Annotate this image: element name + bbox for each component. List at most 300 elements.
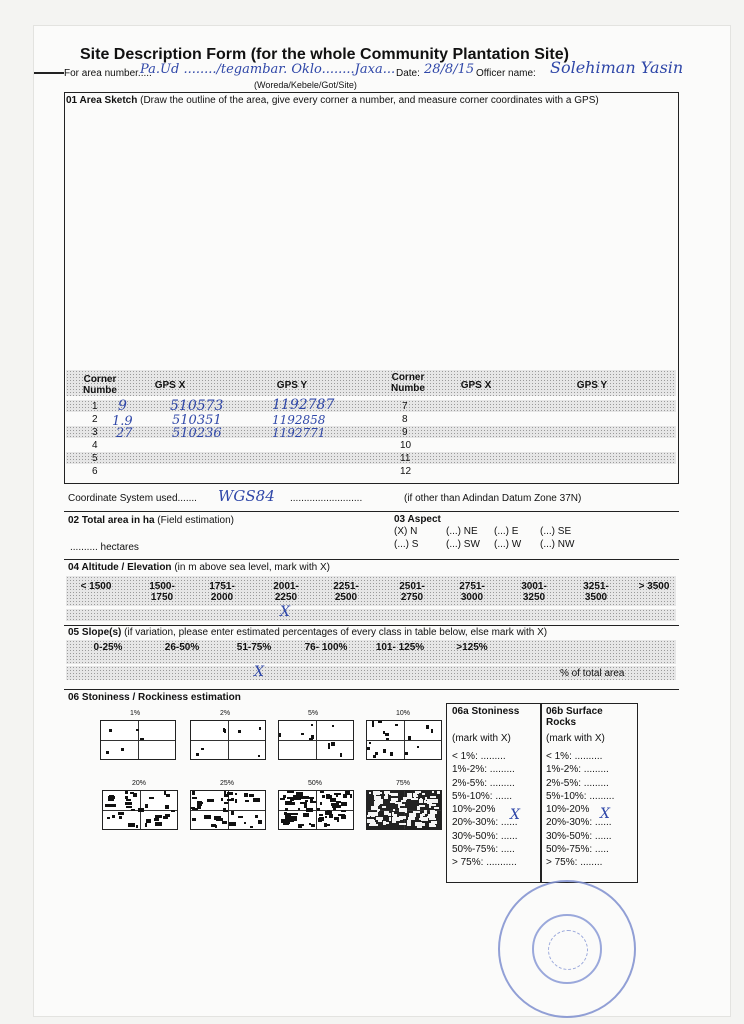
sec06b-instruction: (mark with X) xyxy=(546,733,605,744)
class-option[interactable]: 20%-30%: ...... xyxy=(546,817,612,829)
stoniness-pattern-box xyxy=(190,790,266,830)
stone-mark xyxy=(155,815,162,818)
area-number-label: For area number..... xyxy=(64,68,152,79)
stone-mark xyxy=(407,822,411,826)
class-option[interactable]: 5%-10%: ......... xyxy=(546,790,615,802)
stone-mark xyxy=(428,814,435,818)
stone-mark xyxy=(154,818,159,821)
gps-x-value[interactable]: 510236 xyxy=(172,426,222,441)
aspect-option-sw[interactable]: (...) SW xyxy=(446,539,480,550)
pattern-divider xyxy=(101,740,175,741)
stone-mark xyxy=(108,798,114,801)
stone-mark xyxy=(388,813,391,816)
stone-mark xyxy=(427,801,432,804)
stone-mark xyxy=(231,811,234,815)
stone-mark xyxy=(224,794,229,797)
stone-mark xyxy=(399,816,406,819)
stone-mark xyxy=(301,733,304,735)
stone-mark xyxy=(224,791,226,794)
stone-mark xyxy=(393,809,395,811)
slope-total-label: % of total area xyxy=(560,668,625,679)
stone-mark xyxy=(285,822,290,824)
stone-mark xyxy=(430,796,436,798)
gps-header-x-left: GPS X xyxy=(154,380,186,391)
pattern-percent-label: 20% xyxy=(132,780,147,787)
stone-mark xyxy=(306,808,313,812)
stone-mark xyxy=(311,735,314,739)
stone-mark xyxy=(216,818,223,821)
sec01-heading xyxy=(66,95,599,106)
slope-class[interactable]: 76- 100% xyxy=(304,642,348,653)
slope-class[interactable]: >125% xyxy=(456,642,488,653)
stone-mark xyxy=(285,801,292,805)
sec05-heading xyxy=(68,627,547,638)
sec01-label: 01 Area Sketch xyxy=(66,95,138,106)
stone-mark xyxy=(111,804,116,807)
pattern-percent-label: 10% xyxy=(396,710,411,717)
stone-mark xyxy=(391,793,398,796)
stone-mark xyxy=(385,794,388,797)
slope-class[interactable]: 101- 125% xyxy=(375,642,425,653)
stone-mark xyxy=(399,823,406,825)
corner-number: 7 xyxy=(402,401,408,412)
stoniness-pattern-box xyxy=(100,720,176,760)
gps-y-value[interactable]: 1192858 xyxy=(272,413,326,427)
stone-mark xyxy=(163,816,168,819)
officer-value[interactable]: Solehiman Yasin xyxy=(550,58,684,77)
stone-mark xyxy=(310,797,313,801)
sec02-note: (Field estimation) xyxy=(157,515,234,526)
date-label: Date: xyxy=(396,68,420,79)
stoniness-pattern-box xyxy=(366,790,442,830)
stone-mark xyxy=(419,818,425,820)
slope-class[interactable]: 0-25% xyxy=(93,642,123,653)
stone-mark xyxy=(345,791,350,795)
stoniness-mark[interactable]: X xyxy=(510,807,520,823)
gps-header-y-left: GPS Y xyxy=(276,380,308,391)
stone-mark xyxy=(431,729,433,733)
sec05-note: (if variation, please enter estimated percentages of every class in table below, else mark with X) xyxy=(124,627,548,638)
coordinate-dots: .......................... xyxy=(290,493,363,504)
stone-mark xyxy=(211,824,216,827)
stone-mark xyxy=(259,727,261,730)
stone-mark xyxy=(328,746,330,749)
corner-number: 2 xyxy=(92,414,98,425)
altitude-class[interactable]: 1500- 1750 xyxy=(149,581,175,603)
form-title: Site Description Form (for the whole Community Plantation Site) xyxy=(80,46,569,63)
corner-number: 9 xyxy=(402,427,408,438)
stone-mark xyxy=(369,742,371,744)
stone-mark xyxy=(136,825,138,828)
stone-mark xyxy=(119,816,122,819)
stone-mark xyxy=(106,751,109,754)
altitude-mark-row xyxy=(66,609,676,621)
stone-mark xyxy=(392,820,396,823)
stone-mark xyxy=(138,808,144,812)
stone-mark xyxy=(434,807,439,809)
stoniness-pattern-box xyxy=(190,720,266,760)
header-subline: (Woreda/Kebele/Got/Site) xyxy=(254,80,357,90)
stone-mark xyxy=(285,808,288,811)
gps-header-x-right: GPS X xyxy=(460,380,492,391)
date-value[interactable]: 28/8/15 xyxy=(424,62,475,77)
coordinate-value[interactable]: WGS84 xyxy=(218,487,275,505)
stoniness-list xyxy=(452,750,518,870)
pattern-divider xyxy=(367,740,441,741)
stone-mark xyxy=(319,814,323,816)
stone-mark xyxy=(405,752,408,755)
stone-mark xyxy=(390,752,393,756)
stone-mark xyxy=(385,733,389,736)
stone-mark xyxy=(126,806,132,808)
stone-mark xyxy=(369,792,371,794)
stone-mark xyxy=(255,815,258,818)
gps-y-value[interactable]: 1192787 xyxy=(272,397,335,413)
stone-mark xyxy=(249,794,254,797)
class-option[interactable]: > 75%: ........ xyxy=(546,857,603,869)
altitude-class[interactable]: 2251- 2500 xyxy=(333,581,359,603)
stone-mark xyxy=(192,818,196,821)
class-option[interactable]: 10%-20% xyxy=(452,804,496,816)
stone-mark xyxy=(408,817,415,820)
stone-mark xyxy=(149,797,154,799)
class-option[interactable]: 2%-5%: ......... xyxy=(452,777,515,789)
stone-mark xyxy=(224,802,228,804)
altitude-class[interactable]: 2751- 3000 xyxy=(459,581,485,603)
pattern-percent-label: 5% xyxy=(308,710,319,717)
surface-rocks-mark[interactable]: X xyxy=(600,806,610,822)
sec02-label: 02 Total area in ha xyxy=(68,515,155,526)
class-option[interactable]: 5%-10%: ...... xyxy=(452,790,513,802)
stone-mark xyxy=(121,748,124,751)
gps-header-corner-right: Corner Numbe xyxy=(391,372,425,394)
stone-mark xyxy=(245,800,249,802)
pattern-percent-label: 25% xyxy=(220,780,235,787)
stone-mark xyxy=(303,813,309,817)
sec02-heading xyxy=(68,515,234,526)
class-option[interactable]: 30%-50%: ...... xyxy=(546,830,612,842)
coordinate-note: (if other than Adindan Datum Zone 37N) xyxy=(404,493,582,504)
stone-mark xyxy=(165,805,169,809)
aspect-option-n[interactable]: (X) N xyxy=(394,526,418,537)
stone-mark xyxy=(196,753,199,756)
stone-mark xyxy=(333,808,336,810)
sec01-right-border xyxy=(678,92,679,484)
stone-mark xyxy=(327,810,330,813)
stone-mark xyxy=(244,793,248,797)
stone-mark xyxy=(383,749,386,753)
stone-mark xyxy=(224,729,226,733)
sec04-top-line xyxy=(64,559,679,560)
hectares-field[interactable]: .......... hectares xyxy=(70,542,139,553)
header-stroke xyxy=(34,72,64,74)
stone-mark xyxy=(429,804,436,806)
stone-mark xyxy=(298,796,305,799)
stone-mark xyxy=(334,793,341,795)
class-option[interactable]: 50%-75%: ..... xyxy=(452,844,515,856)
stone-mark xyxy=(208,815,211,819)
stone-mark xyxy=(437,791,440,794)
stone-mark xyxy=(166,794,170,797)
altitude-class[interactable]: 3251- 3500 xyxy=(583,581,609,603)
sec04-heading xyxy=(68,562,330,573)
stone-mark xyxy=(145,804,148,808)
stone-mark xyxy=(425,797,427,800)
class-option[interactable]: 1%-2%: ......... xyxy=(452,764,515,776)
aspect-option-ne[interactable]: (...) NE xyxy=(446,526,478,537)
stone-mark xyxy=(395,802,402,804)
area-number-value[interactable]: Pa.Ud ......../tegambar. Oklo........Jaxa... xyxy=(140,62,396,77)
stamp-emblem xyxy=(548,930,588,970)
stone-mark xyxy=(432,791,434,793)
stone-mark xyxy=(226,810,228,812)
aspect-option-s[interactable]: (...) S xyxy=(394,539,419,550)
stone-mark xyxy=(125,802,132,805)
stone-mark xyxy=(350,794,352,798)
stone-mark xyxy=(329,814,333,818)
stone-mark xyxy=(400,804,405,806)
slope-class[interactable]: 26-50% xyxy=(164,642,200,653)
stone-mark xyxy=(393,814,397,818)
area-sketch-canvas[interactable] xyxy=(65,108,677,368)
stone-mark xyxy=(258,755,260,757)
stone-mark xyxy=(377,809,379,812)
stone-mark xyxy=(340,753,342,757)
stone-mark xyxy=(378,721,382,723)
stone-mark xyxy=(292,802,295,805)
stone-mark xyxy=(192,791,195,795)
class-option[interactable]: 30%-50%: ...... xyxy=(452,830,518,842)
sec06-top-line xyxy=(64,689,679,690)
stone-mark xyxy=(380,792,382,794)
corner-mark[interactable]: 9 xyxy=(118,398,127,414)
corner-number: 1 xyxy=(92,401,98,412)
stone-mark xyxy=(408,736,411,740)
corner-number: 4 xyxy=(92,440,98,451)
corner-number: 5 xyxy=(92,453,98,464)
stone-mark xyxy=(311,724,313,726)
class-option[interactable]: 10%-20% xyxy=(546,804,590,816)
gps-header-y-right: GPS Y xyxy=(576,380,608,391)
stone-mark xyxy=(420,798,422,802)
stone-mark xyxy=(125,791,128,794)
gps-y-value[interactable]: 1192771 xyxy=(272,426,326,440)
stone-mark xyxy=(287,791,294,793)
stone-mark xyxy=(389,817,391,821)
stone-mark xyxy=(112,815,115,818)
stone-mark xyxy=(398,819,400,821)
class-option[interactable]: > 75%: ........... xyxy=(452,857,517,869)
sec06-label: 06 Stoniness / Rockiness estimation xyxy=(68,692,241,703)
stone-mark xyxy=(322,795,325,798)
stone-mark xyxy=(400,809,406,812)
stoniness-pattern-box xyxy=(278,720,354,760)
sec04-note: (in m above sea level, mark with X) xyxy=(174,562,330,573)
stone-mark xyxy=(377,797,379,799)
stone-mark xyxy=(367,819,374,823)
altitude-class[interactable]: 1751- 2000 xyxy=(209,581,235,603)
stone-mark xyxy=(229,822,236,826)
stone-mark xyxy=(197,806,201,809)
stone-mark xyxy=(372,723,374,727)
aspect-option-se[interactable]: (...) SE xyxy=(540,526,572,537)
stone-mark xyxy=(304,804,307,808)
stone-mark xyxy=(280,798,285,800)
stone-mark xyxy=(222,821,227,824)
class-option[interactable]: 50%-75%: ..... xyxy=(546,844,609,856)
stone-mark xyxy=(292,813,298,815)
stone-mark xyxy=(207,799,214,802)
stone-mark xyxy=(298,808,300,810)
official-stamp xyxy=(498,880,636,1018)
sec02-top-line xyxy=(64,511,679,512)
stone-mark xyxy=(426,725,429,729)
altitude-class[interactable]: < 1500 xyxy=(80,581,112,592)
stone-mark xyxy=(221,798,223,801)
stone-mark xyxy=(171,810,175,812)
stone-mark xyxy=(235,793,237,795)
corner-number: 8 xyxy=(402,414,408,425)
stone-mark xyxy=(331,742,335,746)
stone-mark xyxy=(310,801,316,803)
stone-mark xyxy=(126,799,131,801)
stone-mark xyxy=(430,810,435,813)
stone-mark xyxy=(311,824,315,827)
stone-mark xyxy=(341,815,346,819)
stone-mark xyxy=(325,816,327,818)
aspect-option-e[interactable]: (...) E xyxy=(494,526,519,537)
stone-mark xyxy=(145,823,147,827)
pattern-percent-label: 50% xyxy=(308,780,323,787)
coordinate-label: Coordinate System used....... xyxy=(68,493,197,504)
pattern-percent-label: 75% xyxy=(396,780,411,787)
stone-mark xyxy=(380,800,383,804)
sec06a-label: 06a Stoniness xyxy=(452,706,520,717)
aspect-option-w[interactable]: (...) W xyxy=(494,539,522,550)
aspect-option-nw[interactable]: (...) NW xyxy=(540,539,575,550)
stone-mark xyxy=(238,730,241,733)
stone-mark xyxy=(324,823,327,827)
sec05-label: 05 Slope(s) xyxy=(68,627,122,638)
sec01-instruction: (Draw the outline of the area, give every corner a number, and measure corner coordinates with a GPS) xyxy=(140,95,599,106)
pattern-divider xyxy=(279,740,353,741)
pattern-divider xyxy=(191,740,265,741)
stone-mark xyxy=(382,806,386,808)
corner-number: 10 xyxy=(400,440,412,451)
pattern-percent-label: 2% xyxy=(220,710,231,717)
stone-mark xyxy=(235,799,237,803)
gps-row-shade-5 xyxy=(66,452,676,464)
stone-mark xyxy=(405,797,412,799)
pattern-divider xyxy=(191,810,265,811)
class-option[interactable]: 2%-5%: ......... xyxy=(546,777,609,789)
corner-mark[interactable]: 1.9 xyxy=(112,414,133,429)
class-option[interactable]: < 1%: .......... xyxy=(546,751,603,762)
stone-mark xyxy=(395,724,398,726)
stone-mark xyxy=(227,799,231,801)
corner-number: 11 xyxy=(400,453,411,464)
stone-mark xyxy=(378,820,382,822)
stone-mark xyxy=(192,797,197,799)
altitude-class[interactable]: 3001- 3250 xyxy=(521,581,547,603)
corner-number: 12 xyxy=(400,466,412,477)
stone-mark xyxy=(258,820,262,824)
sec03-label: 03 Aspect xyxy=(394,514,441,525)
corner-number: 6 xyxy=(92,466,98,477)
stone-mark xyxy=(341,810,346,812)
stone-mark xyxy=(417,746,419,748)
gps-x-value[interactable]: 510351 xyxy=(172,413,222,428)
sec04-label: 04 Altitude / Elevation xyxy=(68,562,172,573)
stone-mark xyxy=(420,814,425,816)
stoniness-pattern-box xyxy=(366,720,442,760)
stone-mark xyxy=(250,826,253,828)
stone-mark xyxy=(298,824,302,828)
altitude-class[interactable]: 2501- 2750 xyxy=(399,581,425,603)
stone-mark xyxy=(223,808,226,812)
slope-mark[interactable]: X xyxy=(254,664,264,680)
stone-mark xyxy=(417,806,420,810)
stone-mark xyxy=(133,793,137,797)
stone-mark xyxy=(422,793,425,795)
stone-mark xyxy=(373,755,376,758)
stone-mark xyxy=(305,800,308,802)
stone-mark xyxy=(140,738,144,740)
stone-mark xyxy=(386,738,389,740)
gps-table-bottom-line xyxy=(64,483,679,484)
stone-mark xyxy=(409,813,416,817)
stoniness-pattern-box xyxy=(102,790,178,830)
stone-mark xyxy=(375,752,378,755)
stone-mark xyxy=(383,821,386,825)
stone-mark xyxy=(341,802,347,806)
stone-mark xyxy=(164,791,166,795)
stone-mark xyxy=(128,823,135,827)
slope-class[interactable]: 51-75% xyxy=(236,642,272,653)
altitude-class[interactable]: > 3500 xyxy=(638,581,670,592)
stone-mark xyxy=(253,798,260,802)
class-option[interactable]: 1%-2%: ......... xyxy=(546,764,609,776)
stone-mark xyxy=(429,818,436,820)
stone-mark xyxy=(131,809,135,811)
gps-x-value[interactable]: 510573 xyxy=(170,398,224,414)
stone-mark xyxy=(374,806,378,809)
corner-mark[interactable]: 27 xyxy=(116,426,133,441)
stone-mark xyxy=(398,804,400,808)
corner-number: 3 xyxy=(92,427,98,438)
stone-mark xyxy=(320,791,324,793)
class-option[interactable]: < 1%: ......... xyxy=(452,751,506,762)
stone-mark xyxy=(118,812,124,815)
gps-row-shade-3 xyxy=(66,426,676,438)
class-option[interactable]: 20%-30%: ...... xyxy=(452,817,518,829)
stone-mark xyxy=(411,798,418,800)
altitude-mark[interactable]: X xyxy=(280,604,290,620)
stone-mark xyxy=(373,791,380,795)
stone-mark xyxy=(317,808,320,811)
stone-mark xyxy=(433,825,436,827)
stone-mark xyxy=(279,733,281,737)
stone-mark xyxy=(291,816,297,820)
stone-mark xyxy=(384,791,390,794)
altitude-class[interactable]: 2001- 2250 xyxy=(273,581,299,603)
stone-mark xyxy=(231,798,234,801)
stone-mark xyxy=(326,795,332,799)
stone-mark xyxy=(244,822,246,824)
stone-mark xyxy=(415,791,421,793)
stone-mark xyxy=(334,817,339,820)
stoniness-pattern-box xyxy=(278,790,354,830)
